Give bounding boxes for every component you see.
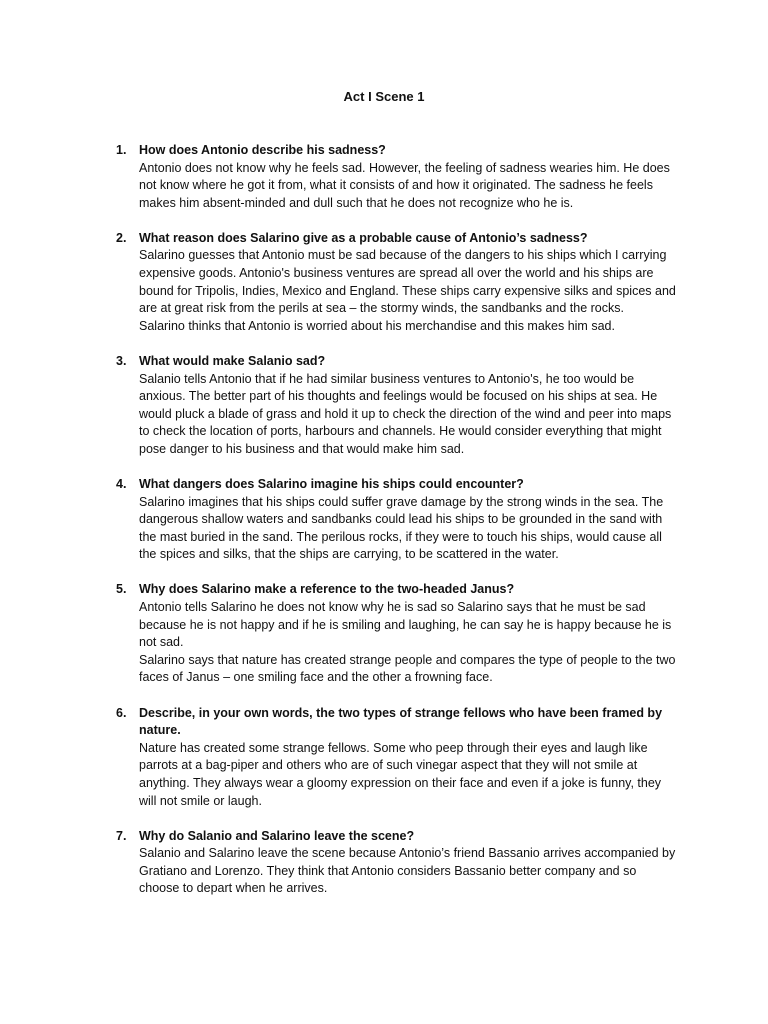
answer-paragraph: Salanio and Salarino leave the scene because Antonio’s friend Bassanio arrives accompanied by Gratiano and Lorenzo. They think that Antonio considers Bassanio better company and so choose to depart when he arrives.	[139, 846, 676, 896]
page-title: Act I Scene 1	[343, 89, 425, 104]
question-number: 3.	[116, 353, 127, 368]
question-number: 1.	[116, 143, 127, 157]
question-number: 7.	[116, 828, 127, 843]
question-item-4	[116, 476, 679, 564]
question-text: Why does Salarino make a reference to the two-headed Janus?	[139, 582, 515, 597]
question-item-7	[116, 828, 679, 898]
question-text: What dangers does Salarino imagine his ships could encounter?	[139, 477, 524, 491]
question-item-6	[116, 705, 679, 811]
question-number: 2.	[116, 230, 127, 245]
question-item-3	[116, 353, 679, 459]
question-list	[116, 142, 679, 915]
question-text: How does Antonio describe his sadness?	[139, 143, 386, 157]
answer-paragraph: Salanio tells Antonio that if he had similar business ventures to Antonio's, he too would be anxious. The better part of his thoughts and feelings would be focused on his ships at sea. He would pluck a blade of grass and hold it up to check the direction of the wind and peer into maps to check the location of ports, harbours and channels. He would consider everything that might pose danger to his business and that would make him sad.	[139, 371, 672, 456]
question-text: Why do Salanio and Salarino leave the scene?	[139, 828, 415, 843]
question-number: 5.	[116, 582, 127, 597]
question-item-5	[116, 581, 679, 687]
answer-paragraph: Salarino says that nature has created strange people and compares the type of people to the two faces of Janus – one smiling face and the other a frowning face.	[139, 652, 676, 685]
question-number: 4.	[116, 477, 127, 491]
answer-paragraph: Salarino thinks that Antonio is worried about his merchandise and this makes him sad.	[139, 318, 615, 333]
answer-paragraph: Antonio does not know why he feels sad. However, the feeling of sadness wearies him. He does not know where he got it from, what it consists of and how it originated. The sadness he feels makes him absent-minded and dull such that he does not recognize who he is.	[139, 160, 670, 210]
question-text: What reason does Salarino give as a probable cause of Antonio’s sadness?	[139, 230, 588, 245]
answer-paragraph: Antonio tells Salarino he does not know why he is sad so Salarino says that he must be sad because he is not happy and if he is smiling and laughing, he can say he is happy because he is not sad.	[139, 600, 672, 650]
answer-paragraph: Salarino guesses that Antonio must be sad because of the dangers to his ships which I carrying expensive goods. Antonio's business ventures are spread all over the world and his ships are bound for Tripolis, Indies, Mexico and England. These ships carry expensive silks and spices and are at great risk from the perils at sea – the stormy winds, the sandbanks and the rocks.	[139, 248, 676, 316]
question-text: What would make Salanio sad?	[139, 353, 326, 368]
answer-paragraph: Nature has created some strange fellows. Some who peep through their eyes and laugh like parrots at a bag-piper and others who are of such vinegar aspect that they will not smile at anything. They always wear a gloomy expression on their face and even if a joke is funny, they will not smile or laugh.	[139, 740, 662, 808]
question-item-2	[116, 230, 679, 336]
question-item-1	[116, 142, 679, 212]
answer-paragraph: Salarino imagines that his ships could suffer grave damage by the strong winds in the sea. The dangerous shallow waters and sandbanks could lead his ships to be grounded in the sand with the mast buried in the sand. The perilous rocks, if they were to touch his ships, would cause all the spices and silks, that the ships are carrying, to be scattered in the water.	[139, 494, 664, 562]
question-text: Describe, in your own words, the two types of strange fellows who have been framed by nature.	[139, 705, 663, 738]
question-number: 6.	[116, 705, 127, 720]
